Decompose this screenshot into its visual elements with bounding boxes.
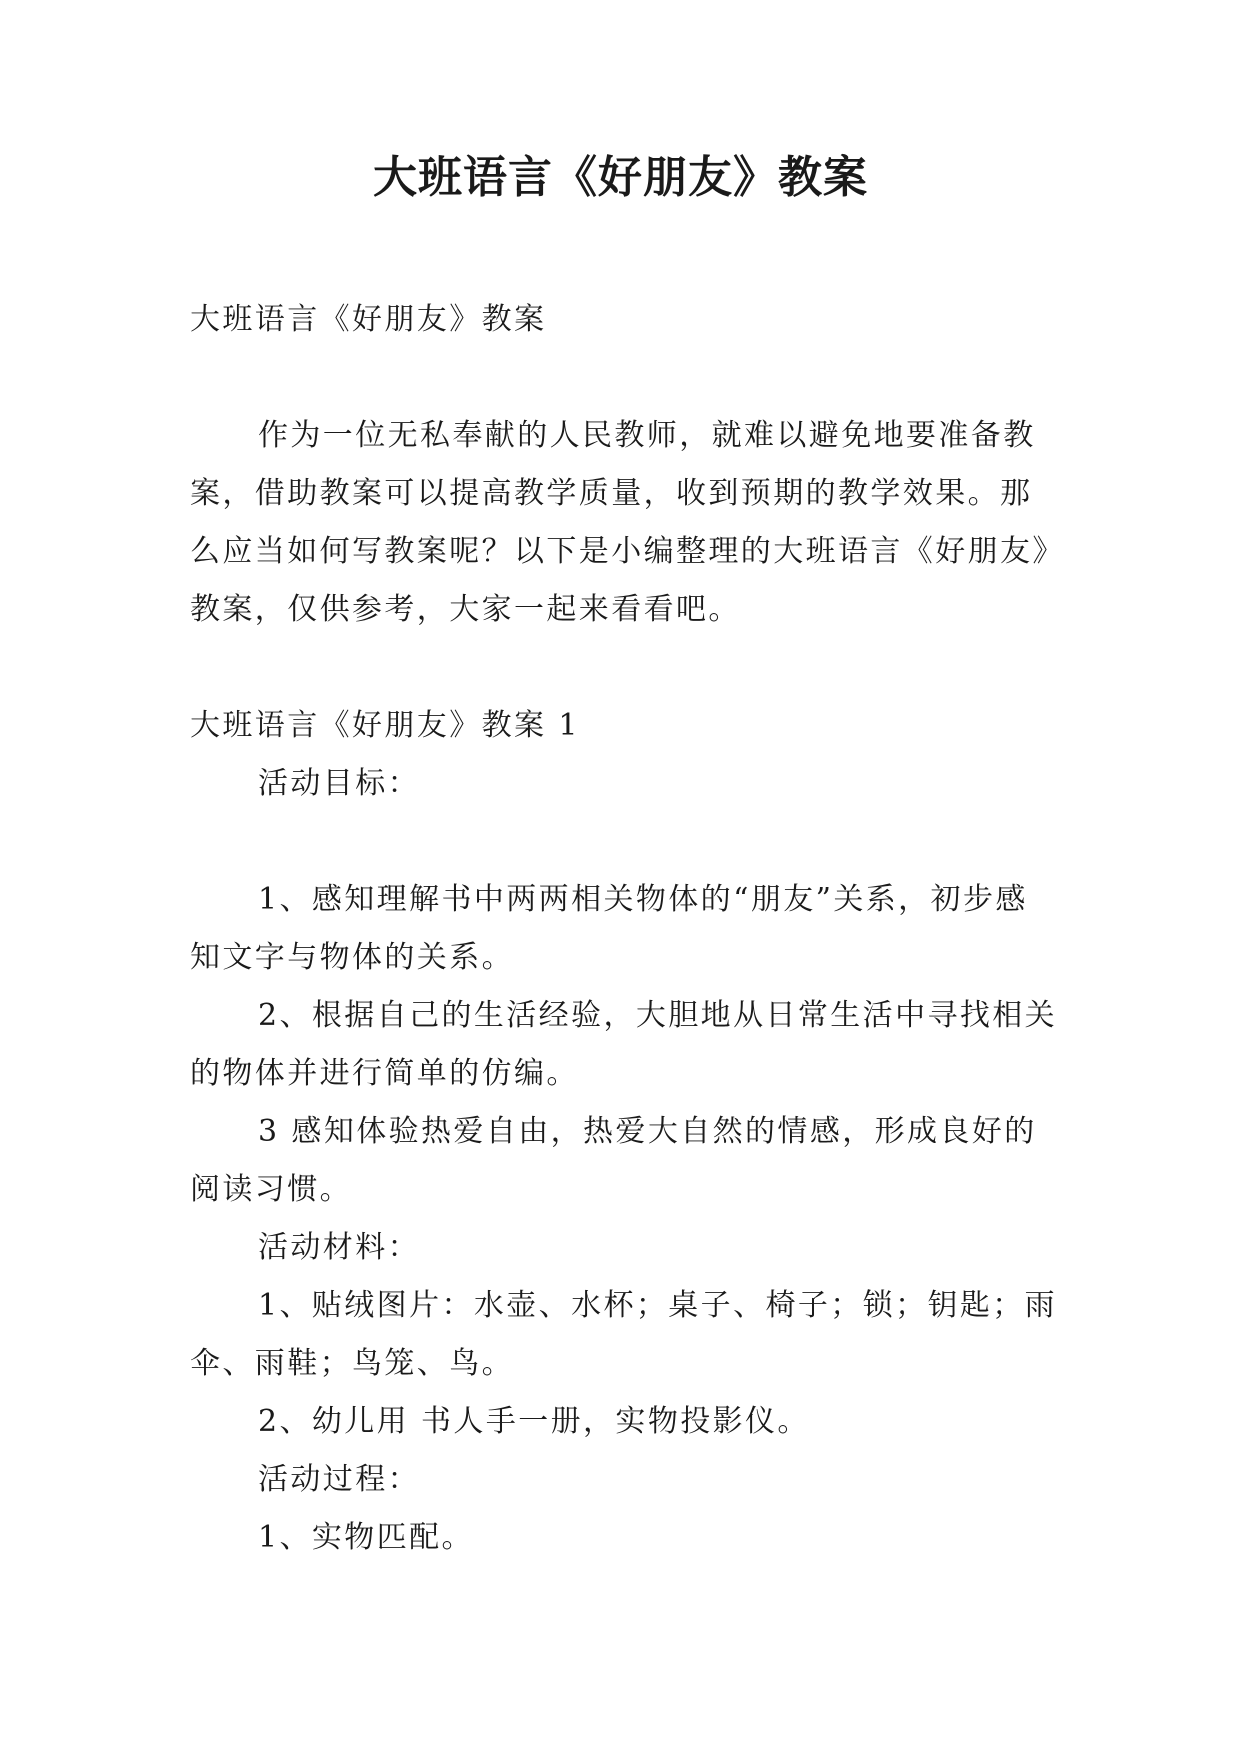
blank-line (190, 813, 1060, 871)
goal-item: 1、感知理解书中两两相关物体的“朋友”关系，初步感知文字与物体的关系。 (190, 882, 1028, 975)
document-subtitle: 大班语言《好朋友》教案 (190, 302, 547, 337)
goal-item: 3 感知体验热爱自由，热爱大自然的情感，形成良好的阅读习惯。 (190, 1114, 1037, 1207)
goal-item: 2、根据自己的生活经验，大胆地从日常生活中寻找相关的物体并进行简单的仿编。 (190, 998, 1058, 1091)
section-heading: 大班语言《好朋友》教案 1 (190, 708, 580, 743)
document-body (190, 291, 1060, 1567)
material-item: 1、贴绒图片：水壶、水杯；桌子、椅子；锁；钥匙；雨伞、雨鞋；鸟笼、鸟。 (190, 1288, 1058, 1381)
process-label: 活动过程： (258, 1462, 420, 1497)
material-item: 2、幼儿用 书人手一册，实物投影仪。 (258, 1404, 810, 1439)
materials-label: 活动材料： (258, 1230, 420, 1265)
intro-paragraph: 作为一位无私奉献的人民教师，就难以避免地要准备教案，借助教案可以提高教学质量，收到预期的教学效果。那么应当如何写教案呢？以下是小编整理的大班语言《好朋友》教案，仅供参考，大家一起来看看吧。 (190, 418, 1050, 627)
document-title: 大班语言《好朋友》教案 (373, 152, 868, 203)
goals-label: 活动目标： (258, 766, 420, 801)
blank-line (190, 349, 1060, 407)
blank-line (190, 639, 1060, 697)
process-item: 1、实物匹配。 (258, 1520, 474, 1555)
